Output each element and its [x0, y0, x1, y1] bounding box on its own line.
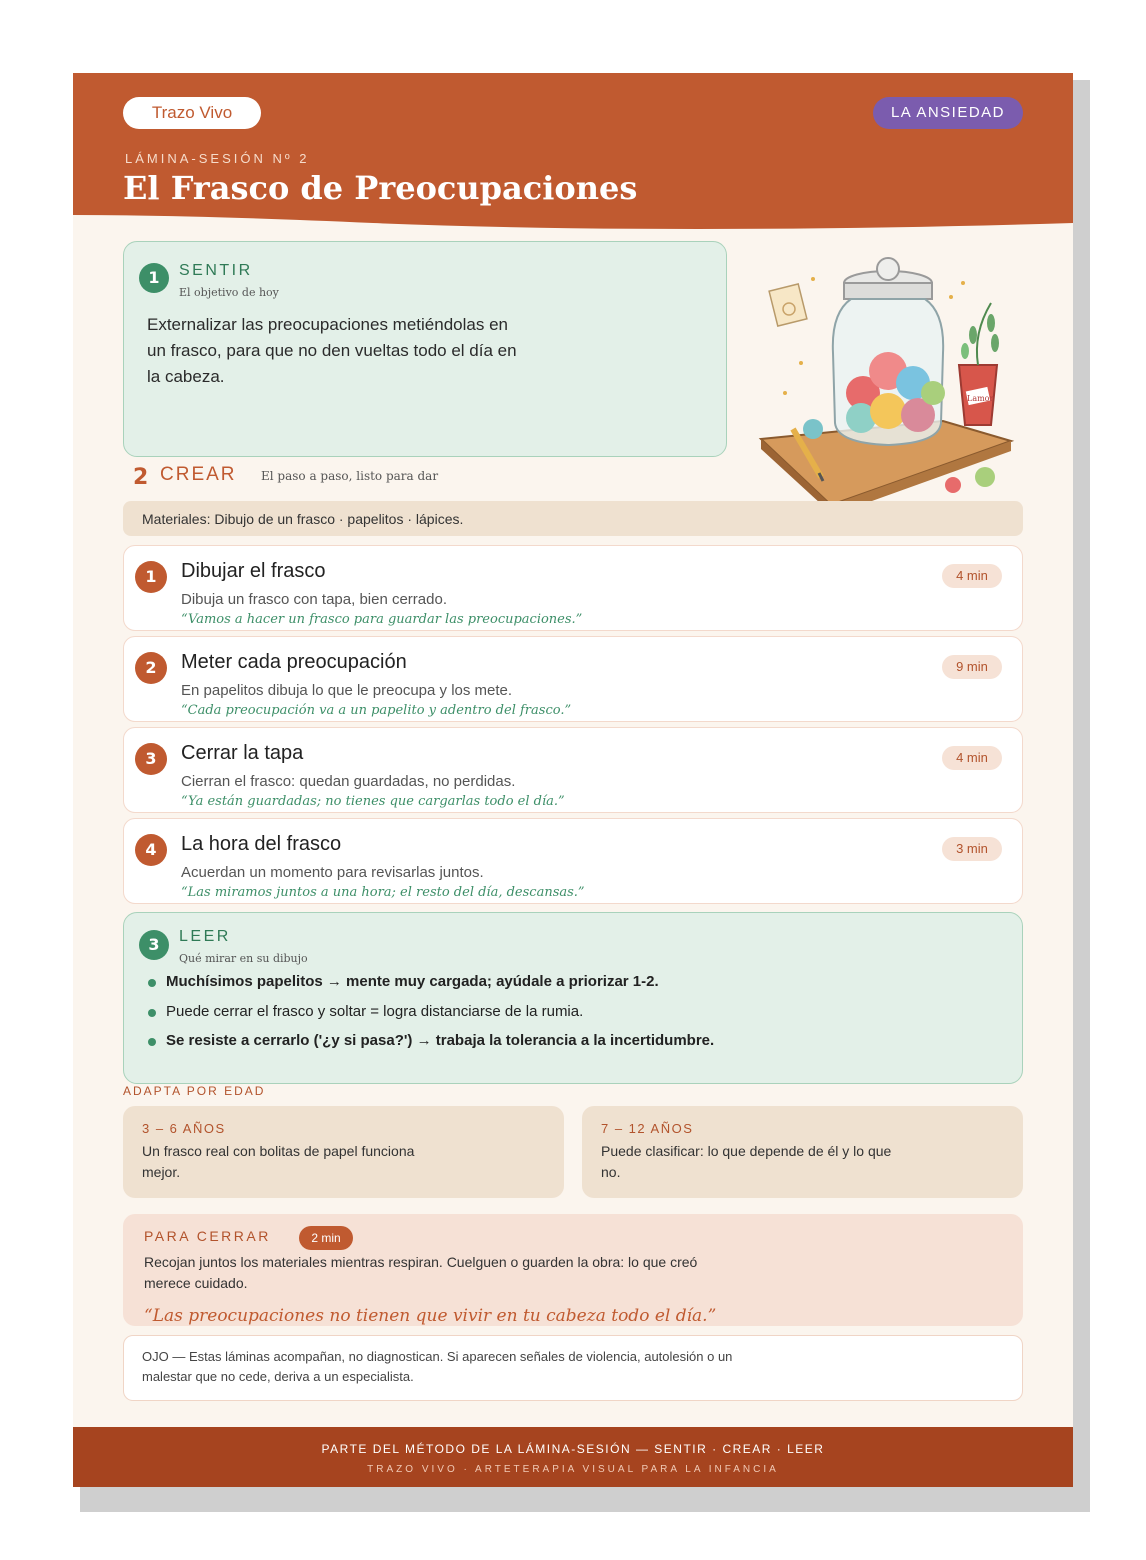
footer-band	[73, 1427, 1073, 1487]
cerrar-time-badge: 2 min	[299, 1226, 353, 1250]
cerrar-card	[123, 1214, 1023, 1326]
step-card	[123, 818, 1023, 904]
paper-note	[769, 284, 807, 326]
step-time-badge: 4 min	[942, 746, 1002, 770]
worksheet-page	[73, 73, 1073, 1487]
page-title: El Frasco de Preocupaciones	[123, 169, 638, 207]
sentir-number: 1	[139, 263, 169, 293]
footer-line-1: PARTE DEL MÉTODO DE LA LÁMINA-SESIÓN — SENTIR · CREAR · LEER	[321, 1442, 825, 1456]
leer-title: LEER	[179, 928, 231, 945]
step-description: Dibuja un frasco con tapa, bien cerrado.	[181, 591, 447, 608]
paper-ball	[803, 419, 823, 439]
list-item	[146, 973, 714, 1003]
list-item-text: Muchísimos papelitos → mente muy cargada; ayúdale a priorizar 1-2.	[166, 973, 659, 990]
age-text: Un frasco real con bolitas de papel funciona mejor.	[142, 1143, 415, 1180]
step-quote: “Las miramos juntos a una hora; el resto del día, descansas.”	[181, 885, 585, 900]
step-description: Acuerdan un momento para revisarlas juntos.	[181, 864, 484, 881]
age-range: 7 – 12 AÑOS	[601, 1121, 694, 1136]
materials-text: Materiales: Dibujo de un frasco · papelitos · lápices.	[142, 511, 464, 527]
step-number: 3	[135, 743, 167, 775]
bullet-icon	[148, 1038, 156, 1046]
list-item	[146, 1032, 714, 1062]
jar	[833, 258, 945, 445]
list-item	[146, 1003, 714, 1033]
paper-ball	[945, 477, 961, 493]
age-card	[582, 1106, 1023, 1198]
header-band	[73, 73, 1073, 233]
step-quote: “Ya están guardadas; no tienes que cargarlas todo el día.”	[181, 794, 565, 809]
theme-tag: LA ANSIEDAD	[873, 97, 1023, 129]
step-title: Dibujar el frasco	[181, 560, 326, 582]
step-quote: “Vamos a hacer un frasco para guardar las preocupaciones.”	[181, 612, 583, 627]
brand-badge: Trazo Vivo	[123, 97, 261, 129]
step-time-badge: 9 min	[942, 655, 1002, 679]
paper-ball	[975, 467, 995, 487]
step-number: 4	[135, 834, 167, 866]
pot-tag-text: Lamor	[967, 394, 994, 403]
footer-line-2: TRAZO VIVO · ARTETERAPIA VISUAL PARA LA INFANCIA	[367, 1464, 779, 1475]
bullet-icon	[148, 1009, 156, 1017]
session-kicker: LÁMINA-SESIÓN Nº 2	[125, 151, 310, 166]
leer-list	[146, 973, 714, 1062]
sentir-subtitle: El objetivo de hoy	[179, 286, 279, 299]
warning-note	[123, 1335, 1023, 1401]
plant-pot	[959, 303, 999, 425]
list-item-text: Puede cerrar el frasco y soltar = logra distanciarse de la rumia.	[166, 1002, 584, 1020]
step-description: En papelitos dibuja lo que le preocupa y los mete.	[181, 682, 513, 699]
worry-jar-illustration	[753, 243, 1023, 513]
leer-number: 3	[139, 930, 169, 960]
crear-number: 2	[133, 465, 149, 490]
crear-title: CREAR	[160, 464, 237, 485]
step-card	[123, 636, 1023, 722]
materials-bar	[123, 501, 1023, 536]
step-description: Cierran el frasco: quedan guardadas, no perdidas.	[181, 773, 516, 790]
bullet-icon	[148, 979, 156, 987]
sentir-card	[123, 241, 727, 457]
step-card	[123, 545, 1023, 631]
step-number: 2	[135, 652, 167, 684]
cerrar-title: PARA CERRAR	[144, 1228, 271, 1244]
step-card	[123, 727, 1023, 813]
step-time-badge: 3 min	[942, 837, 1002, 861]
step-title: Cerrar la tapa	[181, 742, 304, 764]
cerrar-quote: “Las preocupaciones no tienen que vivir en tu cabeza todo el día.”	[144, 1306, 717, 1326]
step-title: La hora del frasco	[181, 833, 342, 855]
step-time-badge: 4 min	[942, 564, 1002, 588]
sentir-text: Externalizar las preocupaciones metiéndolas en un frasco, para que no den vueltas todo el día en la cabeza.	[147, 315, 517, 386]
list-item-text: Se resiste a cerrarlo ('¿y si pasa?') → trabaja la tolerancia a la incertidumbre.	[166, 1032, 715, 1049]
age-text: Puede clasificar: lo que depende de él y lo que no.	[601, 1143, 892, 1180]
leer-card	[123, 912, 1023, 1084]
sentir-title: SENTIR	[179, 262, 253, 279]
age-card	[123, 1106, 564, 1198]
leer-subtitle: Qué mirar en su dibujo	[179, 952, 308, 965]
cerrar-text: Recojan juntos los materiales mientras respiran. Cuelguen o guarden la obra: lo que creó merece cuidado.	[144, 1254, 698, 1291]
step-title: Meter cada preocupación	[181, 651, 407, 673]
age-range: 3 – 6 AÑOS	[142, 1121, 226, 1136]
adapta-label: ADAPTA POR EDAD	[123, 1084, 266, 1098]
warning-text: OJO — Estas láminas acompañan, no diagnostican. Si aparecen señales de violencia, autolesión o un malestar que no cede, deriva a un especialista.	[142, 1349, 733, 1384]
crear-subtitle: El paso a paso, listo para dar	[261, 469, 439, 483]
step-number: 1	[135, 561, 167, 593]
step-quote: “Cada preocupación va a un papelito y adentro del frasco.”	[181, 703, 572, 718]
